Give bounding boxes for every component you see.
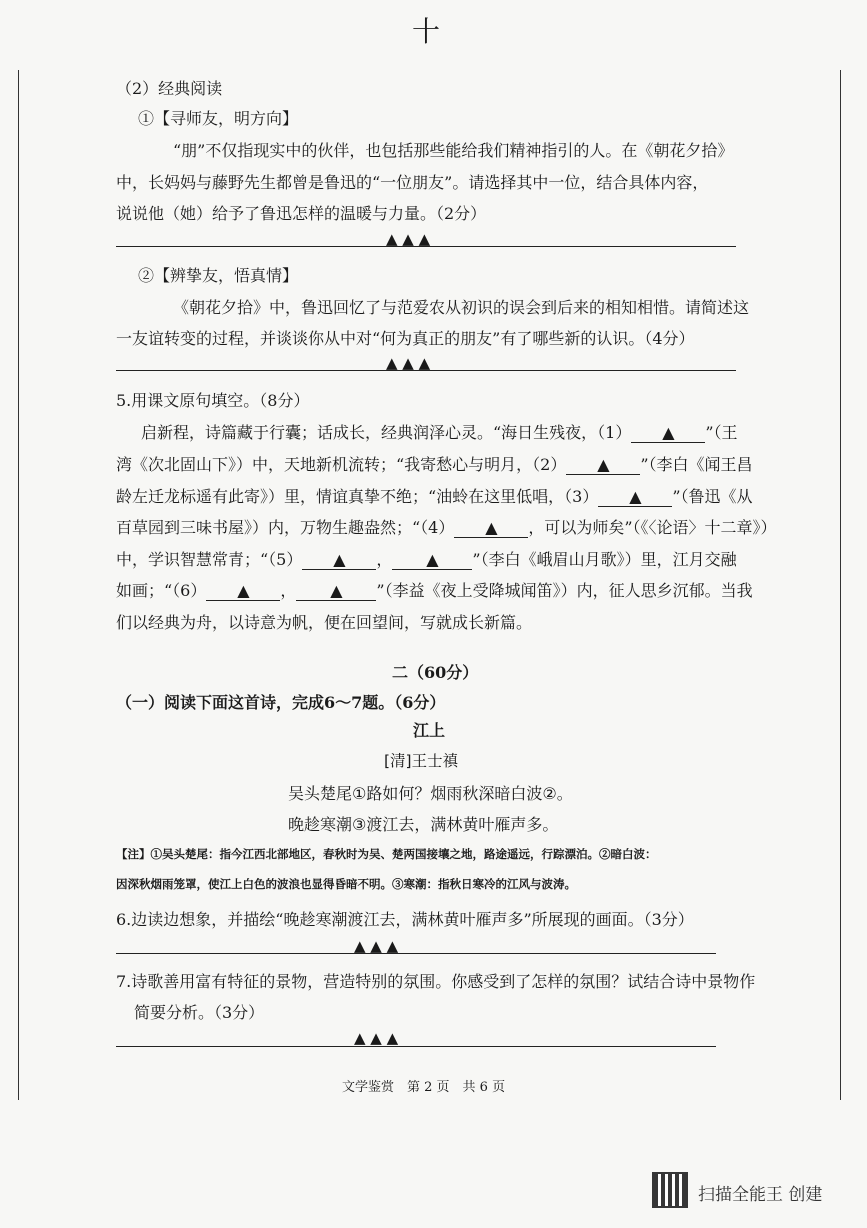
fill-blank-2[interactable]: ▲ [566,455,640,475]
answer-line[interactable] [116,370,736,371]
fill-blank-4[interactable]: ▲ [454,518,528,538]
fill-blank-1[interactable]: ▲ [631,423,705,443]
q5-line-4: 百草园到三味书屋》）内，万物生趣盎然；“（4） ▲ ，可以为师矣”（《〈论语〉十二章》） [116,518,777,537]
q2-title: ②【辨挚友，悟真情】 [138,266,299,285]
q1-title: ①【寻师友，明方向】 [138,109,299,128]
qr-code-icon [652,1172,688,1208]
section-label: （2）经典阅读 [116,79,223,98]
q1-text-3: 说说他（她）给予了鲁迅怎样的温暖与力量。（2分） [116,204,487,223]
q2-text-2: 一友谊转变的过程，并谈谈你从中对“何为真正的朋友”有了哪些新的认识。（4分） [116,329,695,348]
answer-mark: ▲ ▲ ▲ [354,937,399,955]
q1-text-2: 中，长妈妈与藤野先生都曾是鲁迅的“一位朋友”。请选择其中一位，结合具体内容， [116,173,709,192]
q2-text-1: 《朝花夕拾》中，鲁迅回忆了与范爱农从初识的误会到后来的相知相惜。请简述这 [173,298,750,317]
answer-mark: ▲ ▲ ▲ [354,1029,399,1047]
header-mark: 十 [412,15,441,48]
q5-line-1: 启新程，诗篇藏于行囊；话成长，经典润泽心灵。“海日生残夜，（1） ▲ ”（王 [141,423,738,442]
poem-verse-2: 晚趁寒潮③渡江去，满林黄叶雁声多。 [288,815,559,834]
fill-blank-6a[interactable]: ▲ [206,581,280,601]
poem-note-1: 【注】①吴头楚尾：指今江西北部地区，春秋时为吴、楚两国接壤之地，路途遥远，行踪漂泊。②暗白波： [116,847,657,861]
poem-verse-1: 吴头楚尾①路如何？烟雨秋深暗白波②。 [288,784,573,803]
fill-blank-3[interactable]: ▲ [598,487,672,507]
answer-mark: ▲ ▲ ▲ [386,354,431,372]
part-subheading: （一）阅读下面这首诗，完成6～7题。（6分） [116,693,446,712]
q7-text-1: 7.诗歌善用富有特征的景物，营造特别的氛围。你感受到了怎样的氛围？试结合诗中景物作 [116,972,756,991]
q5-line-5: 中，学识智慧常青；“（5） ▲ ， ▲ ”（李白《峨眉山月歌》）里，江月交融 [116,550,737,569]
q1-text-1: “朋”不仅指现实中的伙伴，也包括那些能给我们精神指引的人。在《朝花夕拾》 [173,141,734,160]
answer-line[interactable] [116,246,736,247]
q5-line-3: 龄左迁龙标遥有此寄》）里，情谊真挚不绝；“油蛉在这里低唱，（3） ▲ ”（鲁迅《从 [116,487,753,506]
right-margin-rule [840,70,841,1100]
poem-author: [清]王士禛 [384,752,459,770]
answer-line[interactable] [116,953,716,954]
fill-blank-5a[interactable]: ▲ [302,550,376,570]
fill-blank-6b[interactable]: ▲ [296,581,376,601]
poem-title: 江上 [413,721,446,740]
q7-text-2: 简要分析。（3分） [134,1003,265,1022]
q5-line-7: 们以经典为舟，以诗意为帆，便在回望间，写就成长新篇。 [116,613,533,632]
poem-note-2: 因深秋烟雨笼罩，使江上白色的波浪也显得昏暗不明。③寒潮：指秋日寒冷的江风与波涛。 [116,877,576,891]
left-margin-rule [18,70,19,1100]
q5-line-2: 湾《次北固山下》）中，天地新机流转；“我寄愁心与明月，（2） ▲ ”（李白《闻王昌 [116,455,753,474]
watermark-text: 扫描全能王 创建 [698,1185,823,1205]
q5-line-6: 如画；“（6） ▲ ， ▲ ”（李益《夜上受降城闻笛》）内，征人思乡沉郁。当我 [116,581,753,600]
answer-line[interactable] [116,1046,716,1047]
page-footer: 文学鉴赏 第 2 页 共 6 页 [342,1080,506,1095]
q6-text: 6.边读边想象，并描绘“晚趁寒潮渡江去，满林黄叶雁声多”所展现的画面。（3分） [116,910,694,929]
fill-blank-5b[interactable]: ▲ [392,550,472,570]
part-heading: 二（60分） [392,663,479,682]
answer-mark: ▲ ▲ ▲ [386,230,431,248]
q5-title: 5.用课文原句填空。（8分） [116,391,310,410]
